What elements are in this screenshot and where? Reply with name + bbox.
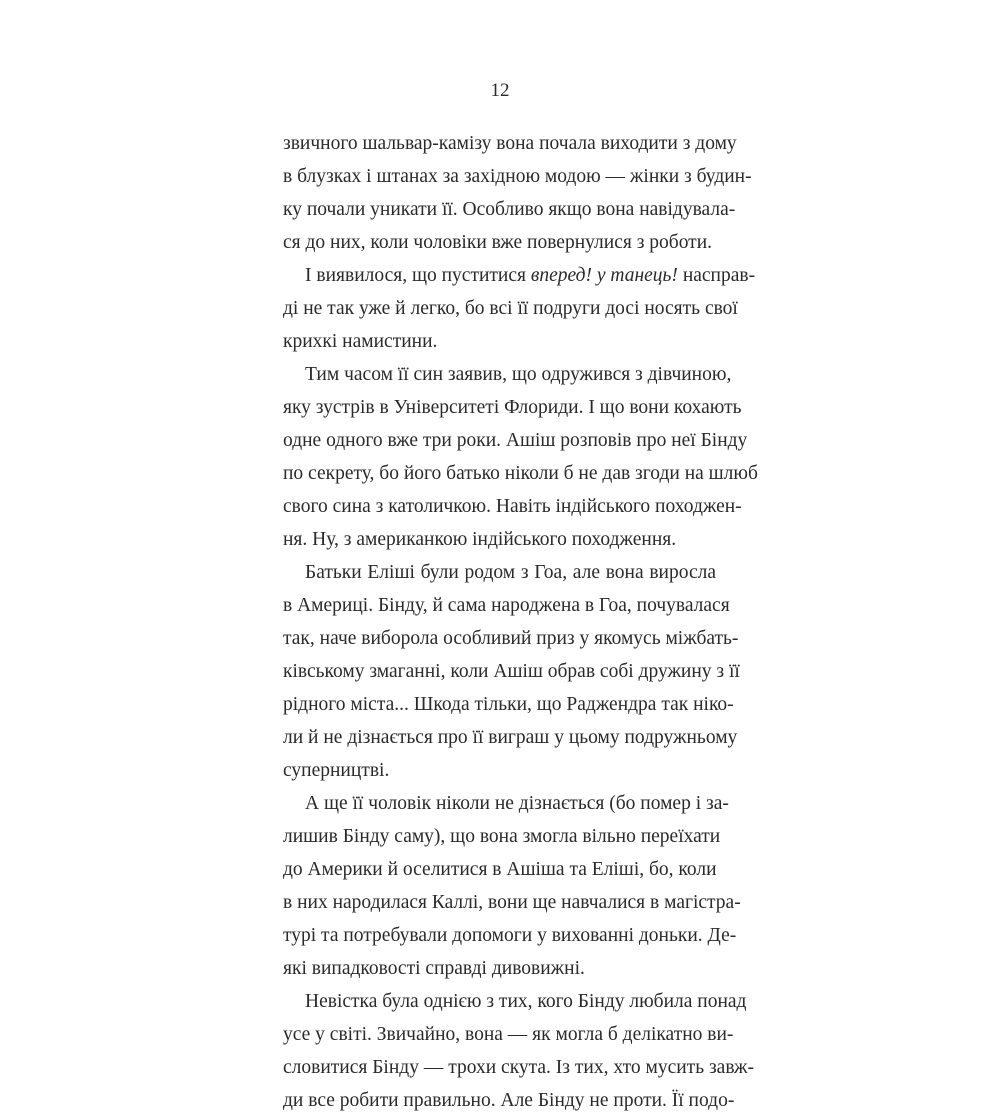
text-line: лишив Бінду саму), що вона змогла вільно переїхати (283, 826, 721, 847)
paragraph (283, 127, 752, 259)
text-line: словитися Бінду — трохи скута. Із тих, хто мусить завж- (283, 1057, 754, 1078)
text-line: ди все робити правильно. Але Бінду не проти. Її подо- (283, 1090, 735, 1111)
text-line: в них народилася Каллі, вони ще навчалися в магістра- (283, 892, 741, 913)
text-line: суперництві. (283, 760, 390, 781)
text-line: крихкі намистини. (283, 331, 438, 352)
text-line: в блузках і штанах за західною модою — жінки з будин- (283, 166, 752, 187)
text-run: насправ- (677, 265, 756, 286)
text-line: по секрету, бо його батько ніколи б не дав згоди на шлюб (283, 463, 758, 484)
text-line: Батьки Еліші були родом з Гоа, але вона виросла (305, 562, 716, 583)
body-text (283, 127, 758, 1117)
text-line: А ще її чоловік ніколи не дізнається (бо помер і за- (305, 793, 729, 814)
text-line: ді не так уже й легко, бо всі її подруги досі носять свої (283, 298, 738, 319)
italic-phrase: вперед! у танець! (530, 265, 678, 286)
paragraph (283, 787, 741, 985)
text-line: ли й не дізнається про її виграш у цьому подружньому (283, 727, 738, 748)
text-line: яку зустрів в Університеті Флориди. І що вони кохають (283, 397, 742, 418)
text-line: звичного шальвар-камізу вона почала виходити з дому (283, 133, 737, 154)
paragraph (283, 556, 740, 787)
text-line: свого сина з католичкою. Навіть індійського походжен- (283, 496, 742, 517)
text-line: Невістка була однією з тих, кого Бінду любила понад (305, 991, 747, 1012)
text-line: до Америки й оселитися в Ашіша та Еліші, бо, коли (283, 859, 717, 880)
text-line: рідного міста... Шкода тільки, що Раджендра так ніко- (283, 694, 734, 715)
paragraph (283, 985, 754, 1117)
paragraph (283, 358, 758, 556)
text-line: турі та потребували допомоги у вихованні доньки. Де- (283, 925, 737, 946)
page-number: 12 (490, 80, 510, 101)
text-line: одне одного вже три роки. Ашіш розповів про неї Бінду (283, 430, 748, 451)
text-line: в Америці. Бінду, й сама народжена в Гоа, почувалася (283, 595, 730, 616)
paragraph (283, 259, 756, 358)
text-line: усе у світі. Звичайно, вона — як могла б делікатно ви- (283, 1024, 734, 1045)
text-line: ня. Ну, з американкою індійського походження. (283, 529, 677, 550)
text-line: ку почали уникати її. Особливо якщо вона навідувала- (283, 199, 736, 220)
text-line: ківському змаганні, коли Ашіш обрав собі дружину з її (283, 661, 740, 682)
text-run: І виявилося, що пуститися (305, 265, 531, 286)
text-line: Тим часом її син заявив, що одружився з дівчиною, (305, 364, 732, 385)
text-line: так, наче виборола особливий приз у якомусь міжбать- (283, 628, 739, 649)
text-line: ся до них, коли чоловіки вже повернулися з роботи. (283, 232, 713, 253)
text-line (283, 259, 756, 292)
text-line: які випадковості справді дивовижні. (283, 958, 585, 979)
